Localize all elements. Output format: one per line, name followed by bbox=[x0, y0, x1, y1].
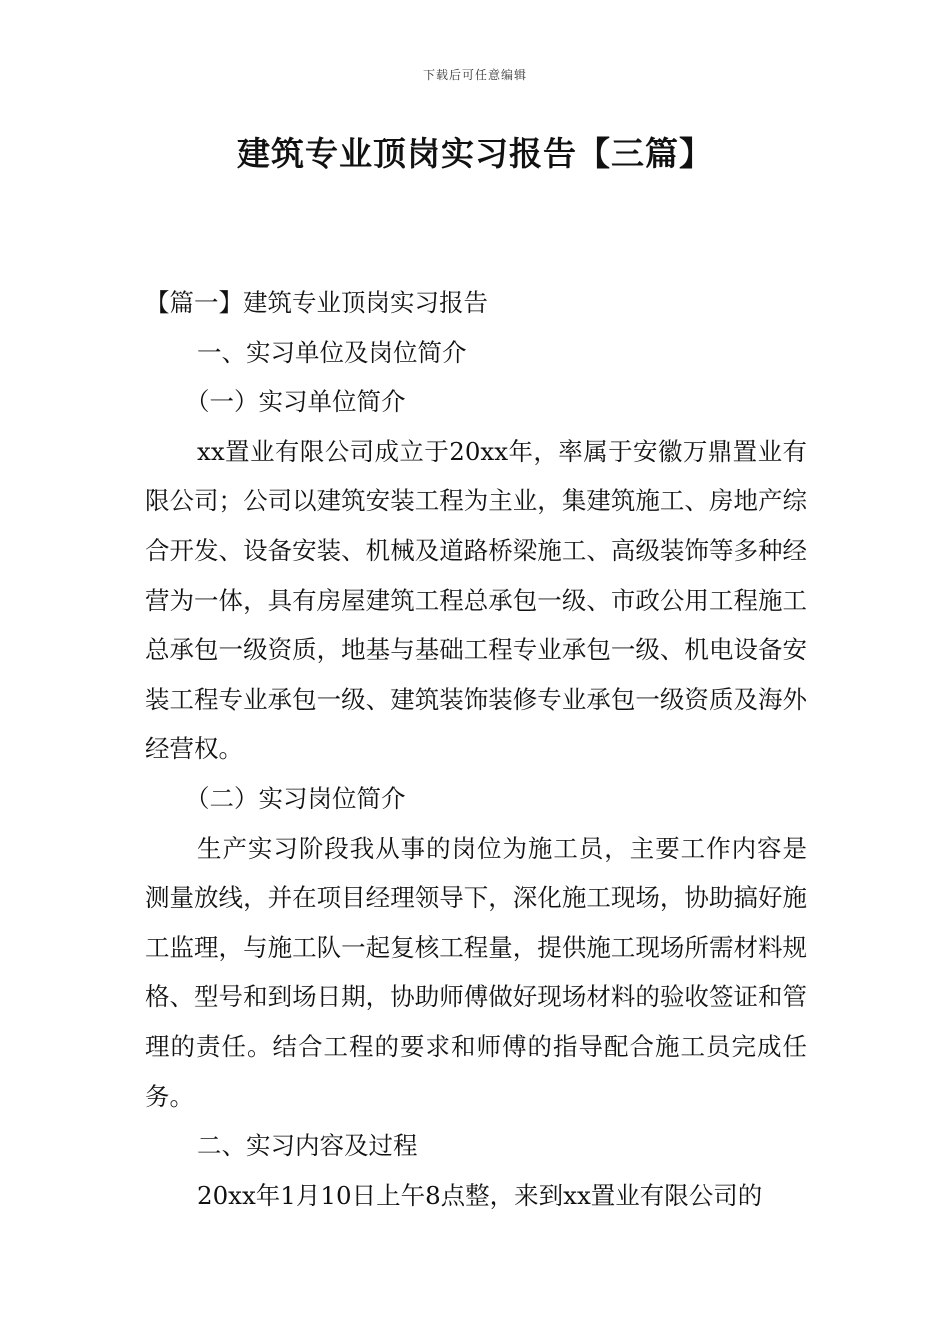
part2-paragraph: 20xx年1月10日上午8点整，来到xx置业有限公司的 bbox=[197, 1180, 763, 1210]
document-body bbox=[145, 278, 807, 1220]
sub2-paragraph: 生产实习阶段我从事的岗位为施工员，主要工作内容是测量放线，并在项目经理领导下，深化施工现场，协助搞好施工监理，与施工队一起复核工程量，提供施工现场所需材料规格、型号和到场日期，协助师傅做好现场材料的验收签证和管理的责任。结合工程的要求和师傅的指导配合施工员完成任务。 bbox=[145, 833, 807, 1111]
sub2-heading: （二）实习岗位简介 bbox=[185, 783, 406, 813]
section-heading: 【篇一】建筑专业顶岗实习报告 bbox=[145, 288, 488, 317]
sub1-heading: （一）实习单位简介 bbox=[185, 387, 406, 417]
part2-heading: 二、实习内容及过程 bbox=[197, 1131, 418, 1161]
part1-heading: 一、实习单位及岗位简介 bbox=[197, 337, 467, 367]
document-title: 建筑专业顶岗实习报告【三篇】 bbox=[237, 134, 713, 173]
sub1-paragraph: xx置业有限公司成立于20xx年，率属于安徽万鼎置业有限公司；公司以建筑安装工程为主业，集建筑施工、房地产综合开发、设备安装、机械及道路桥梁施工、高级装饰等多种经营为一体，具有房屋建筑工程总承包一级、市政公用工程施工总承包一级资质，地基与基础工程专业承包一级、机电设备安装工程专业承包一级、建筑装饰装修专业承包一级资质及海外经营权。 bbox=[145, 436, 807, 764]
header-note: 下载后可任意编辑 bbox=[422, 68, 527, 82]
